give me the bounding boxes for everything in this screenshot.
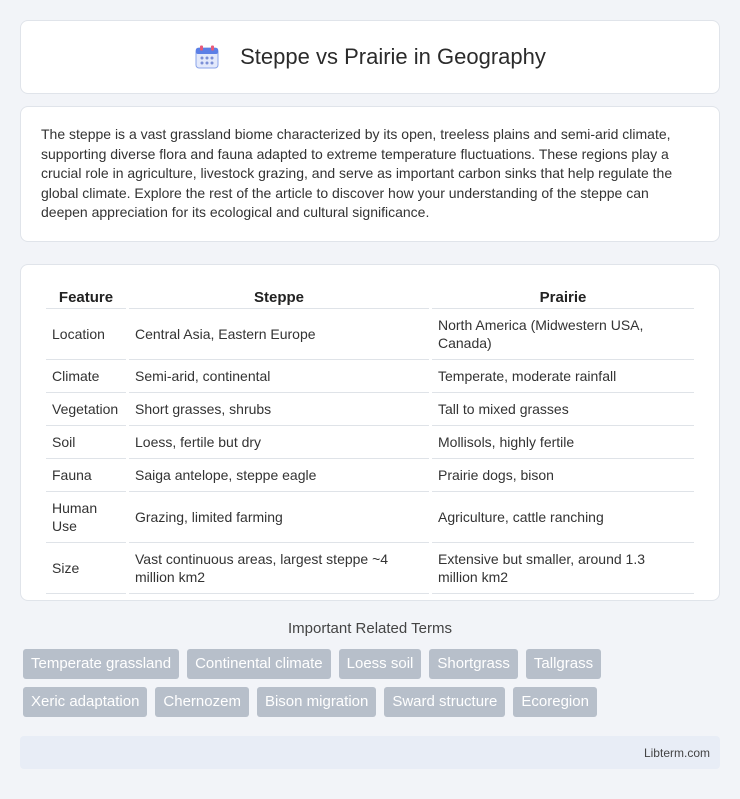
cell-feature: Human Use bbox=[46, 492, 126, 543]
header-card bbox=[20, 20, 720, 94]
table-row bbox=[46, 459, 694, 492]
table-row bbox=[46, 543, 694, 594]
footer-site-link[interactable]: Libterm.com bbox=[643, 745, 710, 760]
cell-steppe: Grazing, limited farming bbox=[129, 492, 429, 543]
footer bbox=[20, 736, 720, 769]
cell-feature: Climate bbox=[46, 360, 126, 393]
related-terms-section bbox=[0, 620, 740, 725]
cell-feature: Vegetation bbox=[46, 393, 126, 426]
cell-steppe: Vast continuous areas, largest steppe ~4 million km2 bbox=[129, 543, 429, 594]
table-header-row bbox=[46, 285, 694, 309]
tag-xeric-adaptation[interactable]: Xeric adaptation bbox=[23, 687, 147, 717]
table-row bbox=[46, 360, 694, 393]
calendar-icon bbox=[194, 44, 220, 70]
cell-feature: Location bbox=[46, 309, 126, 360]
cell-steppe: Saiga antelope, steppe eagle bbox=[129, 459, 429, 492]
related-terms-tags bbox=[0, 649, 740, 725]
cell-prairie: Mollisols, highly fertile bbox=[432, 426, 694, 459]
tag-bison-migration[interactable]: Bison migration bbox=[257, 687, 376, 717]
cell-steppe: Short grasses, shrubs bbox=[129, 393, 429, 426]
cell-prairie: Extensive but smaller, around 1.3 million km2 bbox=[432, 543, 694, 594]
cell-feature: Fauna bbox=[46, 459, 126, 492]
cell-steppe: Central Asia, Eastern Europe bbox=[129, 309, 429, 360]
table-row bbox=[46, 426, 694, 459]
tag-ecoregion[interactable]: Ecoregion bbox=[513, 687, 597, 717]
page-title: Steppe vs Prairie in Geography bbox=[240, 44, 546, 69]
tag-tallgrass[interactable]: Tallgrass bbox=[526, 649, 601, 679]
comparison-table bbox=[43, 285, 697, 594]
cell-feature: Size bbox=[46, 543, 126, 594]
cell-prairie: Agriculture, cattle ranching bbox=[432, 492, 694, 543]
cell-prairie: North America (Midwestern USA, Canada) bbox=[432, 309, 694, 360]
cell-steppe: Semi-arid, continental bbox=[129, 360, 429, 393]
header-feature: Feature bbox=[46, 285, 126, 309]
tag-temperate-grassland[interactable]: Temperate grassland bbox=[23, 649, 179, 679]
cell-steppe: Loess, fertile but dry bbox=[129, 426, 429, 459]
table-row bbox=[46, 309, 694, 360]
table-row bbox=[46, 492, 694, 543]
comparison-table-card bbox=[20, 264, 720, 601]
header-prairie: Prairie bbox=[432, 285, 694, 309]
table-row bbox=[46, 393, 694, 426]
header-steppe: Steppe bbox=[129, 285, 429, 309]
related-terms-title: Important Related Terms bbox=[288, 620, 452, 637]
cell-prairie: Tall to mixed grasses bbox=[432, 393, 694, 426]
intro-text: The steppe is a vast grassland biome characterized by its open, treeless plains and semi-arid climate, supporting diverse flora and fauna adapted to extreme temperature fluctuations. These regions play a crucial role in agriculture, livestock grazing, and serve as important carbon sinks that help regulate the global climate. Explore the rest of the article to discover how your understanding of the steppe can deepen appreciation for its ecological and cultural significance. bbox=[41, 126, 673, 220]
cell-prairie: Temperate, moderate rainfall bbox=[432, 360, 694, 393]
tag-chernozem[interactable]: Chernozem bbox=[155, 687, 249, 717]
tag-continental-climate[interactable]: Continental climate bbox=[187, 649, 331, 679]
tag-loess-soil[interactable]: Loess soil bbox=[339, 649, 422, 679]
intro-card bbox=[20, 106, 720, 242]
tag-shortgrass[interactable]: Shortgrass bbox=[429, 649, 518, 679]
cell-feature: Soil bbox=[46, 426, 126, 459]
cell-prairie: Prairie dogs, bison bbox=[432, 459, 694, 492]
tag-sward-structure[interactable]: Sward structure bbox=[384, 687, 505, 717]
